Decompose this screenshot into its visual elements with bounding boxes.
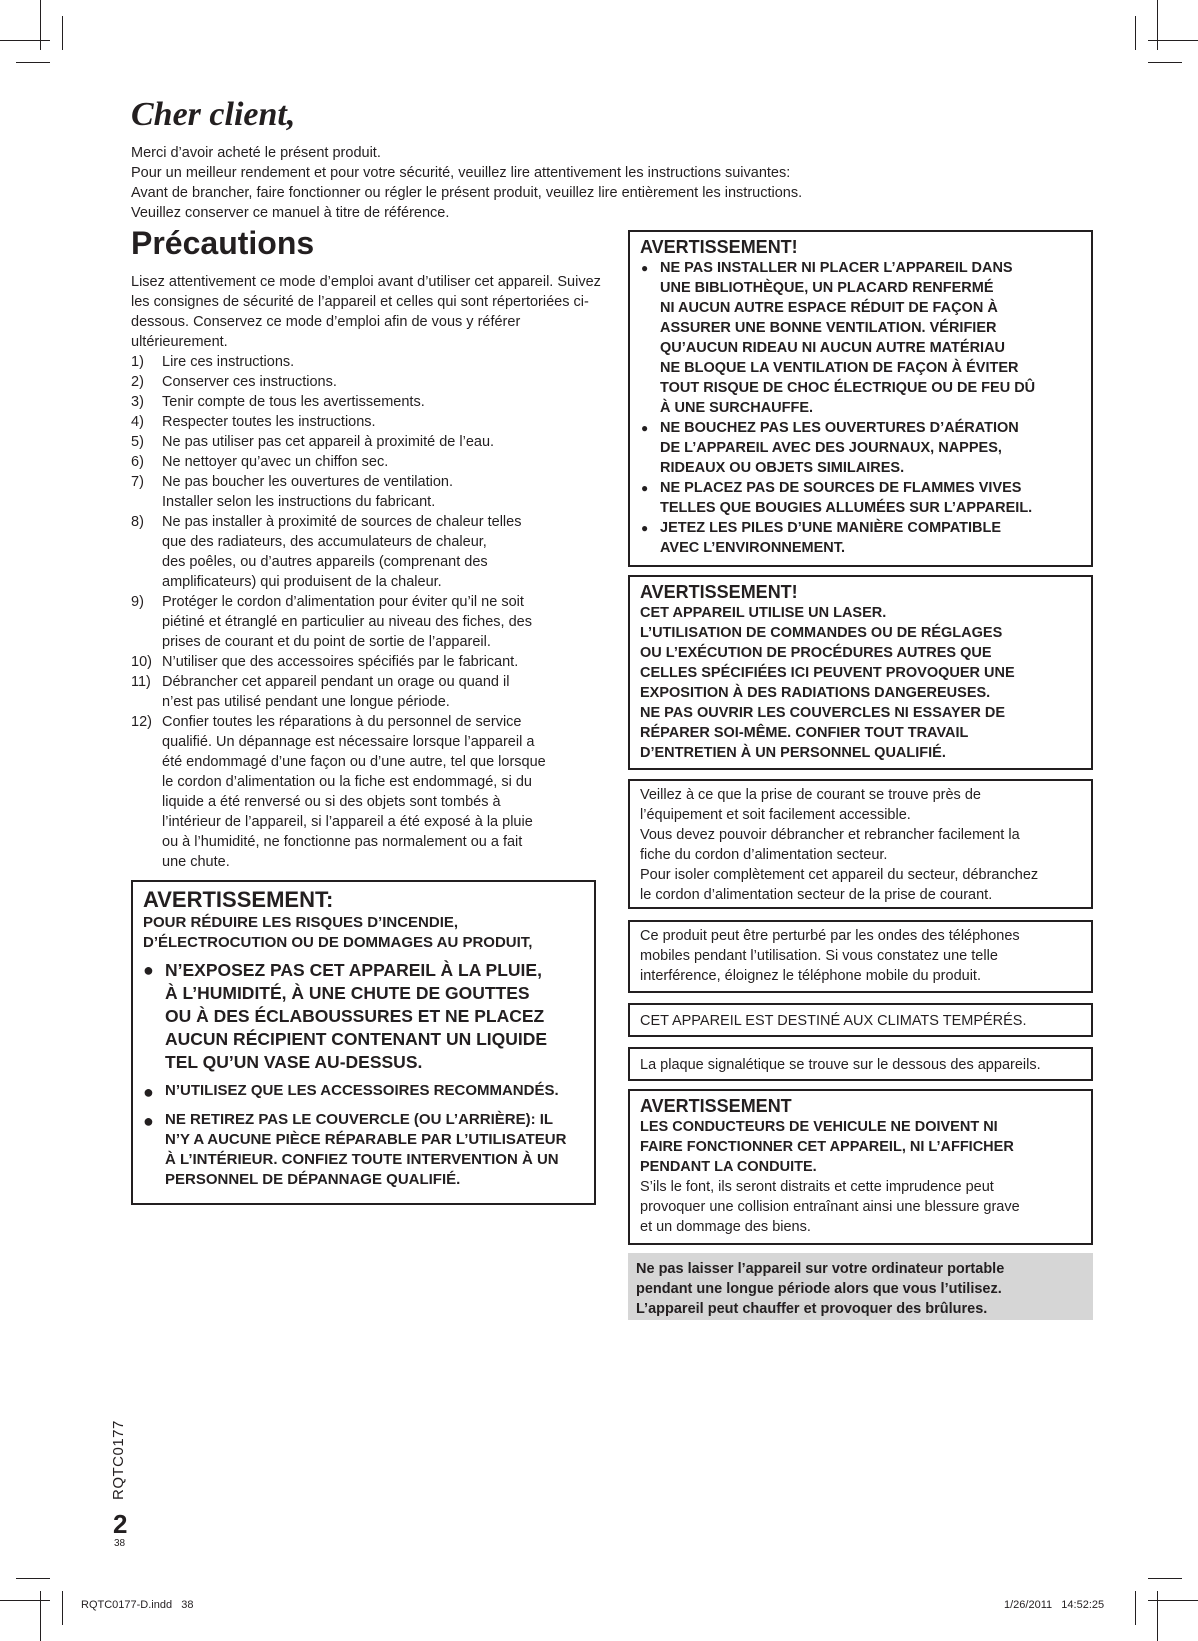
item-text: Tenir compte de tous les avertissements. [162, 394, 425, 410]
item-text: Conserver ces instructions. [162, 374, 337, 390]
crop-mark [62, 16, 63, 50]
list-item [131, 712, 601, 872]
crop-mark [40, 0, 41, 50]
plate-note-box [628, 1047, 1093, 1081]
list-item [131, 512, 601, 592]
list-item [131, 432, 601, 452]
footer-file-name: RQTC0177-D.indd 38 [81, 1599, 194, 1611]
bullet-text: NE PLACEZ PAS DE SOURCES DE FLAMMES VIVES TELLES QUE BOUGIES ALLUMÉES SUR L’APPAREIL. [660, 480, 1033, 516]
bullet-text: NE PAS INSTALLER NI PLACER L’APPAREIL DANS UNE BIBLIOTHÈQUE, UN PLACARD RENFERMÉ NI AUCUN AUTRE ESPACE RÉDUIT DE FAÇON À ASSURER UNE BONNE VENTILATION. VÉRIFIER QU’AUCUN RIDEAU NI AUCUN AUTRE MATÉRIAU NE BLOQUE LA VENTILATION DE FAÇON À ÉVITER TOUT RISQUE DE CHOC ÉLECTRIQUE OU DE FEU DÛ À UNE SURCHAUFFE. [660, 260, 1036, 416]
main-warning-box [131, 880, 596, 1205]
item-text: Respecter toutes les instructions. [162, 414, 376, 430]
warning-bullet [640, 258, 1083, 418]
crop-mark [1157, 1591, 1158, 1641]
bullet-text: N’UTILISEZ QUE LES ACCESSOIRES RECOMMANDÉS. [165, 1082, 559, 1099]
laptop-note-box: Ne pas laisser l’appareil sur votre ordinateur portable pendant une longue période alors que vous l’utilisez. L’appareil peut chauffer et provoquer des brûlures. [628, 1253, 1093, 1320]
precautions-list [131, 352, 601, 872]
bullet-icon: ● [641, 421, 649, 435]
warning-bullet [143, 1081, 586, 1103]
list-item [131, 452, 601, 472]
bullet-icon: ● [143, 1111, 154, 1131]
crop-mark [0, 40, 50, 41]
item-text: Lire ces instructions. [162, 354, 295, 370]
bullet-icon: ● [641, 481, 649, 495]
item-number: 10) [131, 654, 152, 670]
warning-text: CET APPAREIL UTILISE UN LASER. L’UTILISATION DE COMMANDES OU DE RÉGLAGES OU L’EXÉCUTION DE PROCÉDURES AUTRES QUE CELLES SPÉCIFIÉES ICI PEUVENT PROVOQUER UNE EXPOSITION À DES RADIATIONS DANGEREUSES. NE PAS OUVRIR LES COUVERCLES NI ESSAYER DE RÉPARER SOI-MÊME. CONFIER TOUT TRAVAIL D’ENTRETIEN À UN PERSONNEL QUALIFIÉ. [640, 605, 1015, 761]
crop-mark [16, 1578, 50, 1579]
crop-mark [1135, 1591, 1136, 1625]
greeting-title: Cher client, [131, 96, 296, 133]
list-item [131, 412, 601, 432]
outlet-note-box [628, 779, 1093, 909]
item-number: 6) [131, 454, 144, 470]
item-number: 2) [131, 374, 144, 390]
warning-bullet [640, 418, 1083, 478]
item-number: 5) [131, 434, 144, 450]
page-number: 2 [113, 1509, 128, 1539]
item-number: 8) [131, 514, 144, 530]
footer-timestamp: 1/26/2011 14:52:25 [1004, 1599, 1105, 1611]
bullet-text: JETEZ LES PILES D’UNE MANIÈRE COMPATIBLE AVEC L’ENVIRONNEMENT. [660, 520, 1002, 556]
warning-bullet [640, 518, 1083, 558]
item-text: N’utiliser que des accessoires spécifiés par le fabricant. [162, 654, 519, 670]
item-number: 11) [131, 674, 151, 690]
note-text: Ce produit peut être perturbé par les ondes des téléphones mobiles pendant l’utilisation. Si vous constatez une telle interférence, éloignez le téléphone mobile du produit. [640, 928, 1020, 984]
model-code: RQTC0177 [110, 1420, 127, 1500]
list-item [131, 352, 601, 372]
warning-title: AVERTISSEMENT! [640, 582, 798, 602]
warning-bullet-list [143, 959, 586, 1190]
warning-bullet [143, 1110, 586, 1190]
warning-bullet-list [640, 258, 1083, 558]
list-item [131, 592, 601, 652]
crop-mark [1135, 16, 1136, 50]
item-text: Ne pas utiliser pas cet appareil à proximité de l’eau. [162, 434, 495, 450]
note-text: Veillez à ce que la prise de courant se trouve près de l’équipement et soit facilement accessible. Vous devez pouvoir débrancher et rebrancher facilement la fiche du cordon d’alimentation secteur. Pour isoler complètement cet appareil du secteur, débranchez le cordon d’alimentation secteur de la prise de courant. [640, 787, 1039, 903]
page-sub-number: 38 [114, 1538, 126, 1549]
item-text: Débrancher cet appareil pendant un orage ou quand il n’est pas utilisé pendant une longue période. [162, 674, 510, 710]
item-number: 7) [131, 474, 144, 490]
bullet-icon: ● [641, 521, 649, 535]
list-item [131, 652, 601, 672]
warning-caps-text: LES CONDUCTEURS DE VEHICULE NE DOIVENT NI FAIRE FONCTIONNER CET APPAREIL, NI L’AFFICHER PENDANT LA CONDUITE. [640, 1119, 1014, 1175]
warning-bullet [640, 478, 1083, 518]
bullet-text: N’EXPOSEZ PAS CET APPAREIL À LA PLUIE, À L’HUMIDITÉ, À UNE CHUTE DE GOUTTES OU À DES ÉCLABOUSSURES ET NE PLACEZ AUCUN RÉCIPIENT CONTENANT UN LIQUIDE TEL QU’UN VASE AU-DESSUS. [165, 960, 548, 1072]
warning-subtitle: POUR RÉDUIRE LES RISQUES D’INCENDIE, D’ÉLECTROCUTION OU DE DOMMAGES AU PRODUIT, [143, 914, 533, 951]
precautions-intro: Lisez attentivement ce mode d’emploi avant d’utiliser cet appareil. Suivez les consignes de sécurité de l’appareil et celles qui sont répertoriées ci-dessous. Conservez ce mode d’emploi afin de vous y référer ultérieurement. [131, 274, 601, 350]
phone-note-box [628, 920, 1093, 993]
crop-mark [1148, 62, 1182, 63]
list-item [131, 472, 601, 512]
item-number: 4) [131, 414, 144, 430]
intro-line: Avant de brancher, faire fonctionner ou régler le présent produit, veuillez lire entièrement les instructions. [131, 185, 803, 201]
bullet-icon: ● [143, 960, 154, 980]
item-number: 3) [131, 394, 144, 410]
note-text: La plaque signalétique se trouve sur le dessous des appareils. [640, 1057, 1041, 1073]
warning-title: AVERTISSEMENT: [143, 887, 334, 912]
item-number: 9) [131, 594, 144, 610]
list-item [131, 672, 601, 712]
warning-title: AVERTISSEMENT! [640, 237, 798, 257]
warning-text: S’ils le font, ils seront distraits et cette imprudence peut provoquer une collision entraînant ainsi une blessure grave et un dommage des biens. [640, 1179, 1020, 1235]
bullet-text: NE RETIREZ PAS LE COUVERCLE (OU L’ARRIÈRE): IL N’Y A AUCUNE PIÈCE RÉPARABLE PAR L’UTILISATEUR À L’INTÉRIEUR. CONFIEZ TOUTE INTERVENTION À UN PERSONNEL DE DÉPANNAGE QUALIFIÉ. [165, 1111, 567, 1188]
intro-paragraph [131, 143, 1131, 223]
item-text: Protéger le cordon d’alimentation pour éviter qu’il ne soit piétiné et étranglé en particulier au niveau des fiches, des prises de courant et du point de sortie de l’appareil. [162, 594, 532, 650]
crop-mark [1157, 0, 1158, 50]
item-text: Ne pas boucher les ouvertures de ventilation. Installer selon les instructions du fabricant. [162, 474, 453, 510]
crop-mark [62, 1591, 63, 1625]
crop-mark [1148, 1600, 1198, 1601]
laser-warning-box [628, 575, 1093, 770]
warning-title: AVERTISSEMENT [640, 1096, 792, 1116]
item-number: 1) [131, 354, 144, 370]
precautions-section [131, 222, 601, 872]
section-title: Précautions [131, 225, 315, 261]
item-text: Ne pas installer à proximité de sources de chaleur telles que des radiateurs, des accumulateurs de chaleur, des poêles, ou d’autres appareils (comprenant des amplificateurs) qui produisent de la chaleur. [162, 514, 522, 590]
item-number: 12) [131, 714, 152, 730]
crop-mark [1148, 40, 1198, 41]
list-item [131, 372, 601, 392]
ventilation-warning-box [628, 230, 1093, 567]
warning-bullet [143, 959, 586, 1074]
crop-mark [16, 62, 50, 63]
crop-mark [0, 1600, 50, 1601]
bullet-text: NE BOUCHEZ PAS LES OUVERTURES D’AÉRATION DE L’APPAREIL AVEC DES JOURNAUX, NAPPES, RIDEAUX OU OBJETS SIMILAIRES. [660, 420, 1019, 476]
intro-line: Pour un meilleur rendement et pour votre sécurité, veuillez lire attentivement les instructions suivantes: [131, 165, 791, 181]
intro-line: Merci d’avoir acheté le présent produit. [131, 145, 381, 161]
list-item [131, 392, 601, 412]
bullet-icon: ● [641, 261, 649, 275]
item-text: Ne nettoyer qu’avec un chiffon sec. [162, 454, 389, 470]
crop-mark [1148, 1578, 1182, 1579]
climate-note-box [628, 1003, 1093, 1037]
intro-line: Veuillez conserver ce manuel à titre de référence. [131, 205, 450, 221]
driving-warning-box [628, 1089, 1093, 1245]
note-text: CET APPAREIL EST DESTINÉ AUX CLIMATS TEMPÉRÉS. [640, 1013, 1027, 1029]
crop-mark [40, 1591, 41, 1641]
bullet-icon: ● [143, 1082, 154, 1102]
item-text: Confier toutes les réparations à du personnel de service qualifié. Un dépannage est nécessaire lorsque l’appareil a été endommagé d’une façon ou d’une autre, tel que lorsque le cordon d’alimentation ou la fiche est endommagé, si du liquide a été renversé ou si des objets sont tombés à l’intérieur de l’appareil, si l’appareil a été exposé à la pluie ou à l’humidité, ne fonctionne pas normalement ou a fait une chute. [162, 714, 546, 870]
